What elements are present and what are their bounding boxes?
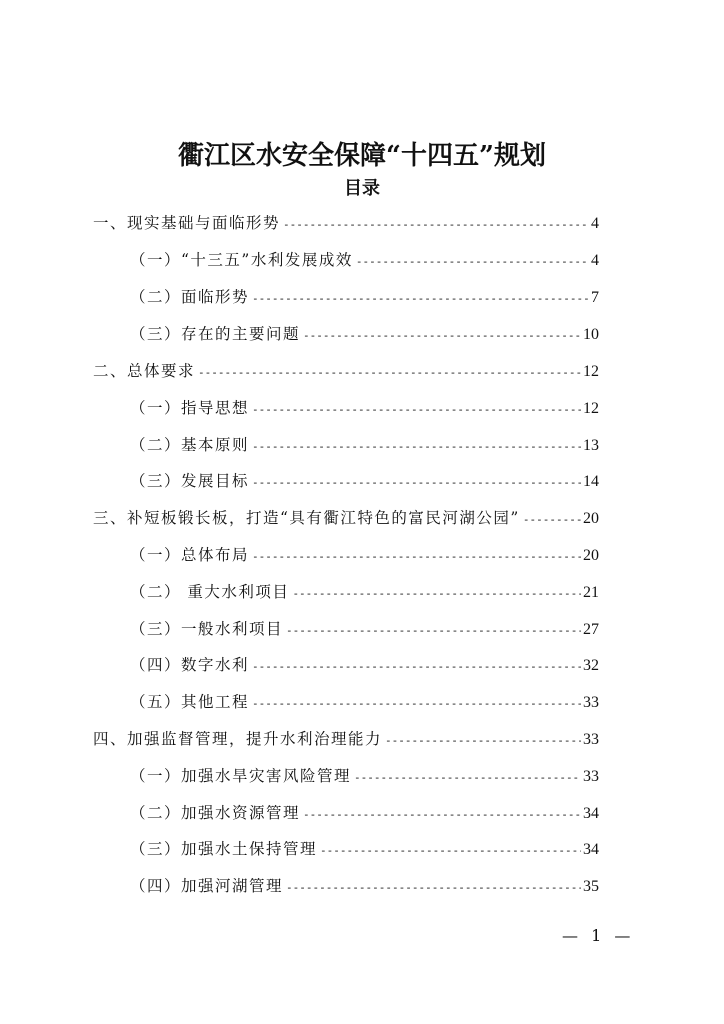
toc-entry-text: （一）指导思想	[130, 399, 250, 417]
toc-entry-text: （五）其他工程	[130, 693, 250, 711]
toc-leader-dashes	[356, 247, 589, 277]
toc-leader-dashes	[252, 284, 589, 314]
toc-entry[interactable]	[130, 466, 599, 496]
toc-entry-text: 二、总体要求	[93, 362, 196, 380]
toc-entry-text: 四、加强监督管理，提升水利治理能力	[93, 730, 383, 748]
toc-entry-text: 三、补短板锻长板，打造“具有衢江特色的富民河湖公园”	[93, 509, 520, 527]
toc-page-number: 33	[583, 731, 599, 748]
toc-page-number: 33	[583, 694, 599, 711]
toc-entry-text: （三）一般水利项目	[130, 620, 284, 638]
toc-page-number: 7	[591, 289, 599, 306]
toc-entry[interactable]	[93, 208, 599, 238]
toc-page-number: 10	[583, 326, 599, 343]
toc-entry-text: （三）加强水土保持管理	[130, 840, 318, 858]
page-number: — 1 —	[562, 926, 635, 945]
toc-entry-text: （二）面临形势	[130, 288, 250, 306]
toc-page-number: 33	[583, 768, 599, 785]
toc-leader-dashes	[303, 800, 581, 830]
toc-entry-text: （二） 重大水利项目	[130, 583, 290, 601]
toc-leader-dashes	[286, 873, 581, 903]
toc-page-number: 13	[583, 437, 599, 454]
toc-entry[interactable]	[130, 430, 599, 460]
toc-entry-text: （三）存在的主要问题	[130, 325, 301, 343]
toc-entry[interactable]	[130, 393, 599, 423]
toc-entry[interactable]	[130, 614, 599, 644]
toc-leader-dashes	[252, 652, 581, 682]
toc-entry[interactable]	[130, 540, 599, 570]
toc-entry[interactable]	[130, 761, 599, 791]
toc-leader-dashes	[354, 763, 581, 793]
toc-entry[interactable]	[130, 577, 599, 607]
toc-entry[interactable]	[93, 356, 599, 386]
toc-leader-dashes	[283, 210, 589, 240]
toc-leader-dashes	[252, 689, 581, 719]
toc-page-number: 20	[583, 510, 599, 527]
toc-page-number: 27	[583, 621, 599, 638]
toc-page-number: 12	[583, 400, 599, 417]
toc-page-number: 4	[591, 215, 599, 232]
toc-leader-dashes	[286, 616, 581, 646]
toc-entry[interactable]	[93, 724, 599, 754]
toc-leader-dashes	[523, 505, 581, 535]
toc-entry[interactable]	[93, 503, 599, 533]
toc-leader-dashes	[252, 542, 581, 572]
toc-leader-dashes	[320, 836, 581, 866]
toc-page-number: 32	[583, 657, 599, 674]
toc-page-number: 34	[583, 841, 599, 858]
toc-entry[interactable]	[130, 282, 599, 312]
toc-entry-text: （一）“十三五”水利发展成效	[130, 251, 353, 269]
toc-leader-dashes	[198, 358, 581, 388]
toc-heading: 目录	[344, 178, 380, 199]
toc-entry-text: （二）基本原则	[130, 436, 250, 454]
toc-page-number: 21	[583, 584, 599, 601]
toc-page-number: 34	[583, 805, 599, 822]
toc-entry[interactable]	[130, 319, 599, 349]
toc-entry-text: 一、现实基础与面临形势	[93, 214, 281, 232]
toc-entry[interactable]	[130, 650, 599, 680]
toc-leader-dashes	[252, 395, 581, 425]
toc-leader-dashes	[385, 726, 581, 756]
toc-page-number: 14	[583, 473, 599, 490]
toc-entry[interactable]	[130, 871, 599, 901]
document-title: 衢江区水安全保障“十四五”规划	[178, 141, 546, 171]
toc-entry-text: （四）加强河湖管理	[130, 877, 284, 895]
toc-entry-text: （一）加强水旱灾害风险管理	[130, 767, 352, 785]
toc-entry[interactable]	[130, 834, 599, 864]
toc-entry-text: （三）发展目标	[130, 472, 250, 490]
toc-page-number: 12	[583, 363, 599, 380]
toc-page-number: 20	[583, 547, 599, 564]
toc-page-number: 4	[591, 252, 599, 269]
toc-entry[interactable]	[130, 245, 599, 275]
toc-leader-dashes	[252, 432, 581, 462]
toc-leader-dashes	[252, 468, 581, 498]
toc-leader-dashes	[303, 321, 581, 351]
toc-page-number: 35	[583, 878, 599, 895]
toc-entry[interactable]	[130, 798, 599, 828]
toc-entry-text: （二）加强水资源管理	[130, 804, 301, 822]
toc-entry-text: （四）数字水利	[130, 656, 250, 674]
toc-entry[interactable]	[130, 687, 599, 717]
toc-leader-dashes	[292, 579, 581, 609]
toc-entry-text: （一）总体布局	[130, 546, 250, 564]
